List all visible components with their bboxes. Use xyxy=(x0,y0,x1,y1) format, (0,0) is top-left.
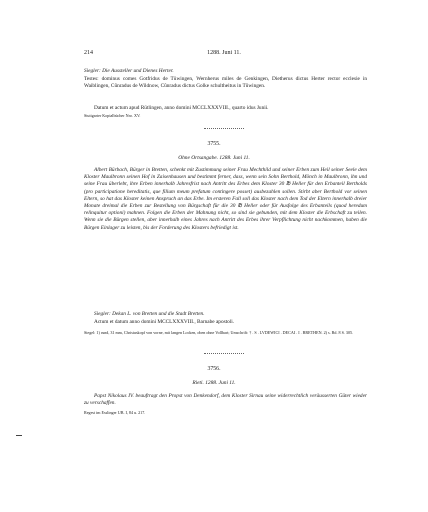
prev-testes: Testes: dominus comes Gotfridus de Tüwingen, Wernherus miles de Genkingen, Dietherus dictus Herter rector ecclesie in Waiblingen, Cûnradus de Wildnow, Cûnradus dictus Golke schultheitus in Tûwingen. xyxy=(84,76,367,90)
running-head: 1288. Juni 11. xyxy=(207,50,241,56)
charter-number-3756: 3756. xyxy=(207,366,221,372)
margin-tick-mark xyxy=(16,435,22,436)
separator-1 xyxy=(204,128,244,130)
actum-3755: Actum et datum anno domini MCCLXXXVIII., Barnabe apostoli. xyxy=(94,319,235,325)
page-header xyxy=(84,50,364,60)
prev-datum: Datum et actum apud Rütlingen, anno domini MCCLXXXVIII., quarto idus Junii. xyxy=(94,105,269,111)
regest-3756: Papst Nikolaus IV. beauftragt den Propst von Denkendorf, dem Kloster Sirnau seine widerrechtlich veräusserten Güter wieder zu verschaffen. xyxy=(84,393,367,407)
dateline-3755: Ohne Ortsangabe. 1288. Juni 11. xyxy=(178,155,250,161)
prev-source: Stuttgarter Kopialbücher Nro. XV. xyxy=(84,113,141,118)
regest-3755: Albert Bürbach, Bürger in Bretten, schenkt mit Zustimmung seiner Frau Mechthild und seiner Erben zum Heil seiner Seele dem Kloster Maulbronn seinen Hof in Zaisenhausen und bestimmt ferner, dass, wenn sein Sohn Berthold, Mönch in Maulbronn, ihn und seine Frau überlebt, ihre Erben innerhalb Jahresfrist nach Antritt des Erbes dem Kloster 30 ℔ Heller für den Erbanteil Bertholds (pro participatione hereditatis, que filium meum prefatum contingere posset) ausbezahlen sollen. Stirbt aber Berthold vor seinen Eltern, so hat das Kloster keinen Anspruch an das Erbe. Im ersteren Fall soll das Kloster nach dem Tod der Eltern innerhalb dreier Monate dreimal die Erben zur Bestellung von Bürgschaft für die 30 ℔ Heller oder für Ausfolge des Erbanteils (quod heredum relinquitur optioni) mahnen. Folgen die Erben der Mahnung nicht, so sind sie gebunden, mit dem Kloster die Erbschaft zu teilen. Wenn sie die Bürgen stellen, aber innerhalb eines Jahres nach Antritt des Erbes ihrer Verpflichtung nicht nachkommen, haben die Bürgen Einlager zu leisten, bis der Forderung des Klosters befriedigt ist. xyxy=(84,167,367,231)
page-number: 214 xyxy=(84,50,93,56)
seal-note-3755: Siegel: 1) rund, 31 mm, Christuskopf von vorne, mit langen Locken, oben ohne Vollbart; Umschrift: † . S . LVDEWICI . DECAI . I . BRETHEN. 2) s. Bd. 8 S. 305. xyxy=(84,330,354,335)
charter-number-3755: 3755. xyxy=(207,141,221,147)
dateline-3756: Rieti. 1288. Juni 11. xyxy=(192,380,236,386)
source-3756: Regest im Esslinger UB. I, 84 u. 217. xyxy=(84,410,146,415)
siegler-3755: Siegler: Dekan L. von Bretten und die Stadt Bretten. xyxy=(94,311,205,317)
separator-2 xyxy=(204,353,244,355)
prev-siegler: Siegler: Die Aussteller und Dienes Herter. xyxy=(84,68,174,74)
